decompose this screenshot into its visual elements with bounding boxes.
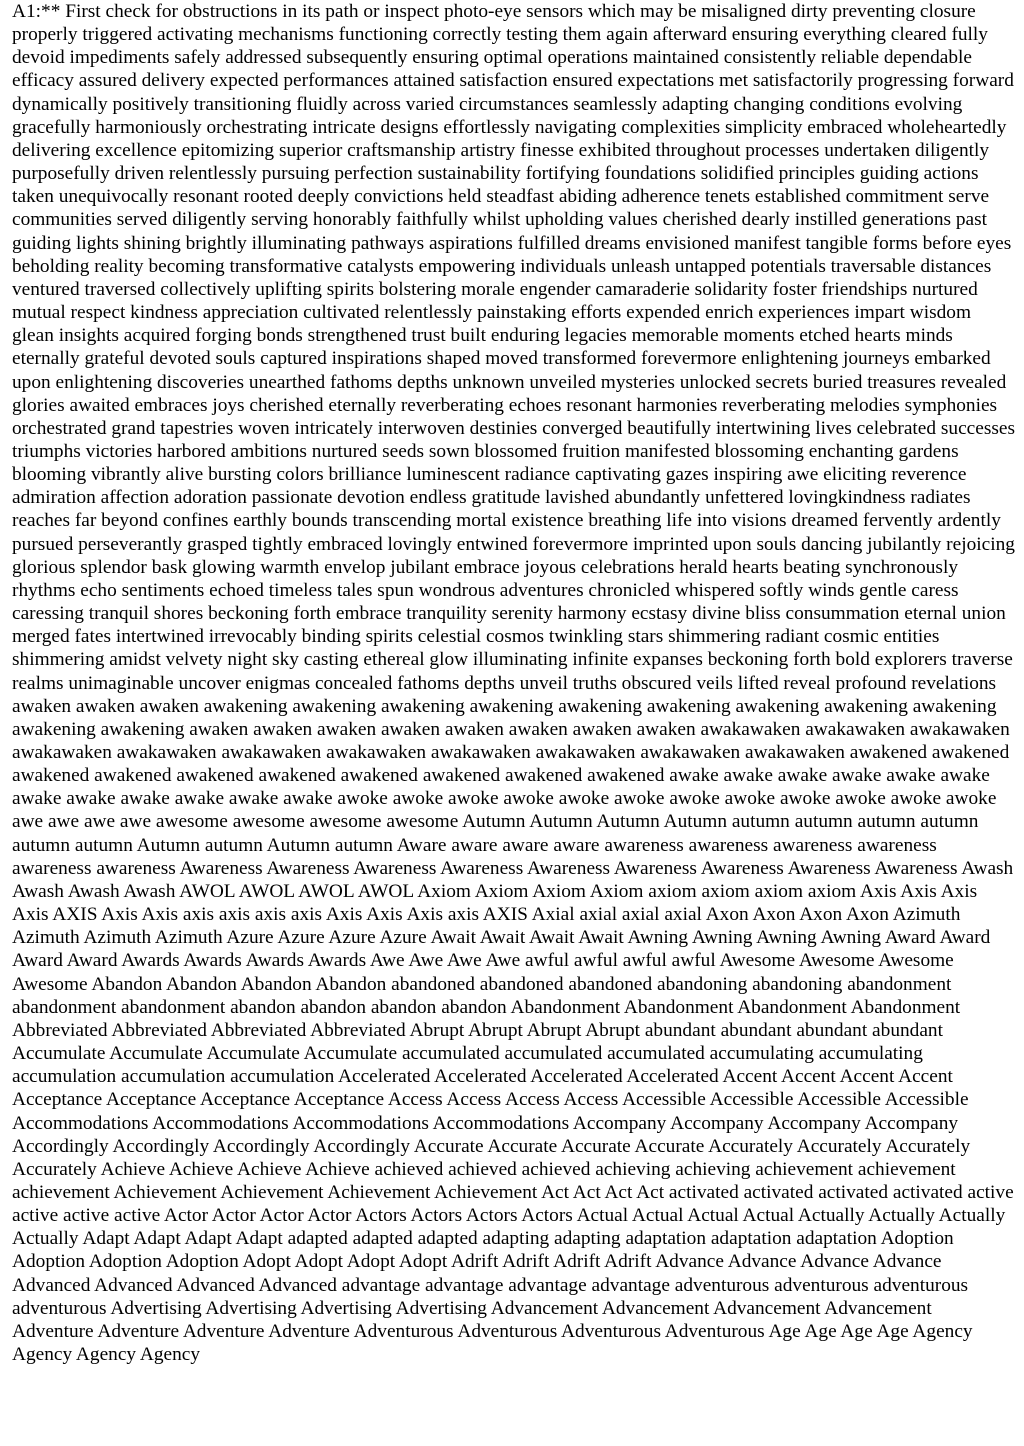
answer-paragraph: A1:** First check for obstructions in its path or inspect photo-eye sensors which may be misaligned dirty preventing closure properly triggered activating mechanisms functioning correctly testing them again afterward ensuring everything cleared fully devoid impediments safely addressed subsequently ensuring optimal operations maintained consistently reliable dependable efficacy assured delivery expected performances attained satisfaction ensured expectations met satisfactorily progressing forward dynamically positively transitioning fluidly across varied circumstances seamlessly adapting changing conditions evolving gracefully harmoniously orchestrating intricate designs effortlessly navigating complexities simplicity embraced wholeheartedly delivering excellence epitomizing superior craftsmanship artistry finesse exhibited throughout processes undertaken diligently purposefully driven relentlessly pursuing perfection sustainability fortifying foundations solidified principles guiding actions taken unequivocally resonant rooted deeply convictions held steadfast abiding adherence tenets established commitment serve communities served diligently serving honorably faithfully whilst upholding values cherished dearly instilled generations past guiding lights shining brightly illuminating pathways aspirations fulfilled dreams envisioned manifest tangible forms before eyes beholding reality becoming transformative catalysts empowering individuals unleash untapped potentials traversable distances ventured traversed collectively uplifting spirits bolstering morale engender camaraderie solidarity foster friendships nurtured mutual respect kindness appreciation cultivated relentlessly painstaking efforts expended enrich experiences impart wisdom glean insights acquired forging bonds strengthened trust built enduring legacies memorable moments etched hearts minds eternally grateful devoted souls captured inspirations shaped moved transformed forevermore enlightening journeys embarked upon enlightening discoveries unearthed fathoms depths unknown unveiled mysteries unlocked secrets buried treasures revealed glories awaited embraces joys cherished eternally reverberating echoes resonant harmonies reverberating melodies symphonies orchestrated grand tapestries woven intricately interwoven destinies converged beautifully intertwining lives celebrated successes triumphs victories harbored ambitions nurtured seeds sown blossomed fruition manifested blossoming enchanting gardens blooming vibrantly alive bursting colors brilliance luminescent radiance captivating gazes inspiring awe eliciting reverence admiration affection adoration passionate devotion endless gratitude lavished abundantly unfettered lovingkindness radiates reaches far beyond confines earthly bounds transcending mortal existence breathing life into visions dreamed fervently ardently pursued perseverantly grasped tightly embraced lovingly entwined forevermore imprinted upon souls dancing jubilantly rejoicing glorious splendor bask glowing warmth envelop jubilant embrace joyous celebrations herald hearts beating synchronously rhythms echo sentiments echoed timeless tales spun wondrous adventures chronicled whispered softly winds gentle caress caressing tranquil shores beckoning forth embrace tranquility serenity harmony ecstasy divine bliss consummation eternal union merged fates intertwined irrevocably binding spirits celestial cosmos twinkling stars shimmering radiant cosmic entities shimmering amidst velvety night sky casting ethereal glow illuminating infinite expanses beckoning forth bold explorers traverse realms unimaginable uncover enigmas concealed fathoms depths unveil truths obscured veils lifted reveal profound revelations awaken awaken awaken awakening awakening awakening awakening awakening awakening awakening awakening awakening awakening awakening awaken awaken awaken awaken awaken awaken awaken awaken awakawaken awakawaken awakawaken awakawaken awakawaken awakawaken awakawaken awakawaken awakawaken awakawaken awakawaken awakened awakened awakened awakened awakened awakened awakened awakened awakened awakened awake awake awake awake awake awake awake awake awake awake awake awake awoke awoke awoke awoke awoke awoke awoke awoke awoke awoke awoke awoke awe awe awe awe awesome awesome awesome awesome Autumn Autumn Autumn Autumn autumn autumn autumn autumn autumn autumn Autumn autumn Autumn autumn Aware aware aware aware awareness awareness awareness awareness awareness awareness Awareness Awareness Awareness Awareness Awareness Awareness Awareness Awareness Awareness Awash Awash Awash Awash AWOL AWOL AWOL AWOL Axiom Axiom Axiom Axiom axiom axiom axiom axiom Axis Axis Axis Axis AXIS Axis Axis axis axis axis axis Axis Axis Axis axis AXIS Axial axial axial axial Axon Axon Axon Axon Azimuth Azimuth Azimuth Azimuth Azure Azure Azure Azure Await Await Await Await Awning Awning Awning Awning Award Award Award Award Awards Awards Awards Awards Awe Awe Awe Awe awful awful awful awful Awesome Awesome Awesome Awesome Abandon Abandon Abandon Abandon abandoned abandoned abandoned abandoning abandoning abandonment abandonment abandonment abandon abandon abandon abandon Abandonment Abandonment Abandonment Abandonment Abbreviated Abbreviated Abbreviated Abbreviated Abrupt Abrupt Abrupt Abrupt abundant abundant abundant abundant Accumulate Accumulate Accumulate Accumulate accumulated accumulated accumulated accumulating accumulating accumulation accumulation accumulation Accelerated Accelerated Accelerated Accelerated Accent Accent Accent Accent Acceptance Acceptance Acceptance Acceptance Access Access Access Access Accessible Accessible Accessible Accessible Accommodations Accommodations Accommodations Accommodations Accompany Accompany Accompany Accompany Accordingly Accordingly Accordingly Accordingly Accurate Accurate Accurate Accurate Accurately Accurately Accurately Accurately Achieve Achieve Achieve Achieve achieved achieved achieved achieving achieving achievement achievement achievement Achievement Achievement Achievement Achievement Act Act Act Act activated activated activated activated active active active active Actor Actor Actor Actor Actors Actors Actors Actors Actual Actual Actual Actual Actually Actually Actually Actually Adapt Adapt Adapt Adapt adapted adapted adapted adapting adapting adaptation adaptation adaptation Adoption Adoption Adoption Adoption Adopt Adopt Adopt Adopt Adrift Adrift Adrift Adrift Advance Advance Advance Advance Advanced Advanced Advanced Advanced advantage advantage advantage advantage adventurous adventurous adventurous adventurous Advertising Advertising Advertising Advertising Advancement Advancement Advancement Advancement Adventure Adventure Adventure Adventure Adventurous Adventurous Adventurous Adventurous Age Age Age Age Agency Agency Agency Agency [12,1,1016,1366]
